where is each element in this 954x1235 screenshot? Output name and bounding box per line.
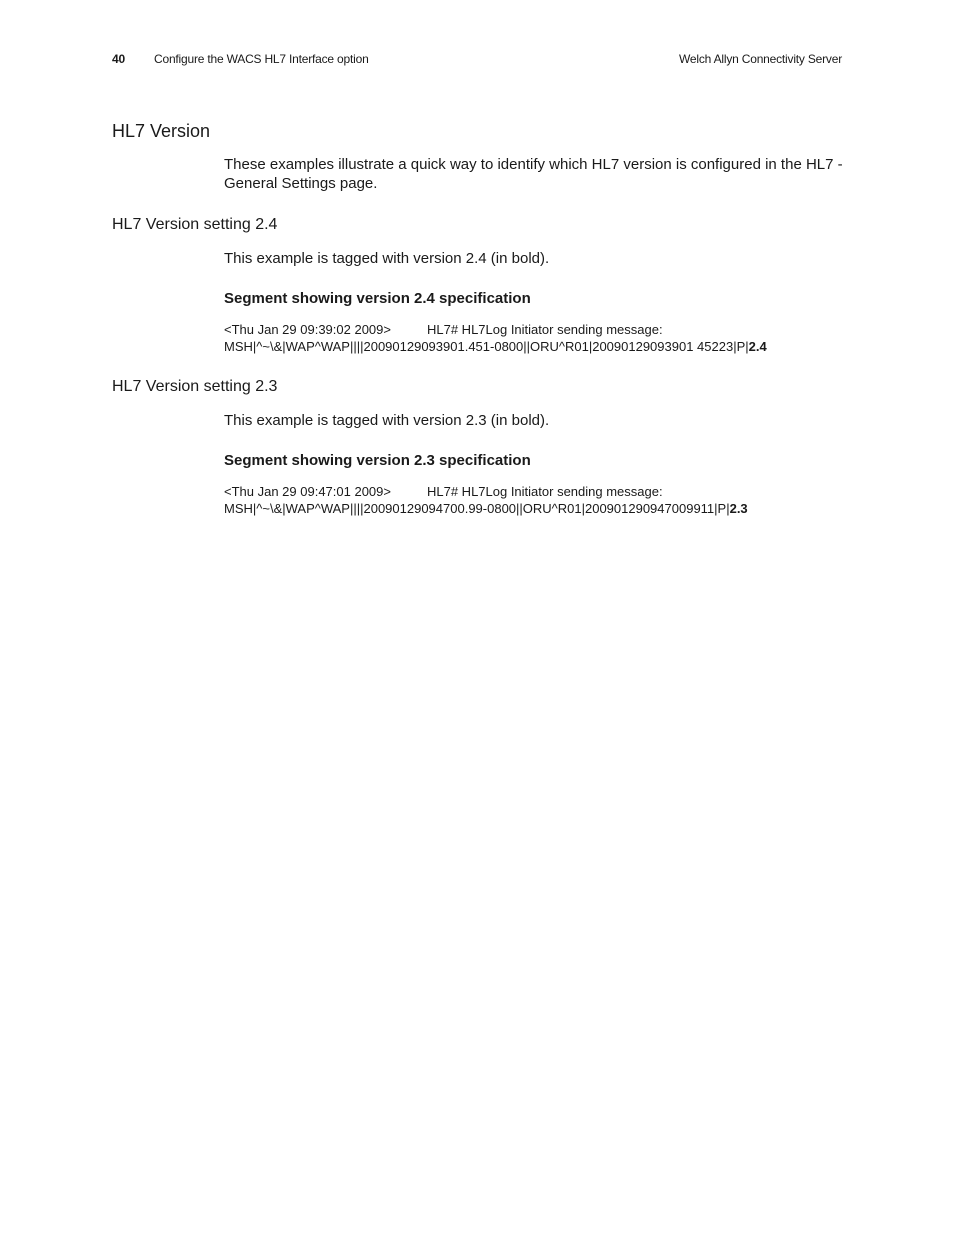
- log-line-header-2-3: [224, 483, 864, 500]
- section-intro: These examples illustrate a quick way to identify which HL7 version is configured in the HL7 - General Settings page.: [224, 156, 843, 192]
- segment-title-2-4: Segment showing version 2.4 specification: [224, 290, 531, 307]
- book-title: Welch Allyn Connectivity Server: [679, 52, 842, 66]
- log-line-segment-2-4: [224, 338, 864, 355]
- log-line-segment-2-3: [224, 500, 864, 517]
- log-message-2-4: HL7# HL7Log Initiator sending message:: [426, 322, 663, 337]
- page-number: 40: [112, 52, 125, 66]
- section-heading-hl7-version: HL7 Version: [112, 121, 211, 141]
- log-block-2-4: [224, 321, 864, 355]
- log-message-2-3: HL7# HL7Log Initiator sending message:: [426, 484, 663, 499]
- page-header: [112, 52, 842, 70]
- chapter-title: Configure the WACS HL7 Interface option: [154, 52, 369, 66]
- text-version-2-4: This example is tagged with version 2.4 (in bold).: [224, 250, 550, 267]
- log-timestamp-2-4: <Thu Jan 29 09:39:02 2009>: [224, 322, 391, 337]
- log-segment-2-3: MSH|^~\&|WAP^WAP||||20090129094700.99-0800||ORU^R01|200901290947009911|P|: [224, 501, 730, 516]
- heading-version-2-3: HL7 Version setting 2.3: [112, 378, 278, 395]
- log-timestamp-2-3: <Thu Jan 29 09:47:01 2009>: [224, 484, 391, 499]
- text-version-2-3: This example is tagged with version 2.3 (in bold).: [224, 412, 550, 429]
- log-version-2-4: 2.4: [748, 339, 767, 354]
- log-segment-2-4: MSH|^~\&|WAP^WAP||||20090129093901.451-0800||ORU^R01|20090129093901 45223|P|: [224, 339, 749, 354]
- log-line-header-2-4: [224, 321, 864, 338]
- log-block-2-3: [224, 483, 864, 517]
- segment-title-2-3: Segment showing version 2.3 specification: [224, 452, 531, 469]
- log-version-2-3: 2.3: [729, 501, 748, 516]
- heading-version-2-4: HL7 Version setting 2.4: [112, 216, 278, 233]
